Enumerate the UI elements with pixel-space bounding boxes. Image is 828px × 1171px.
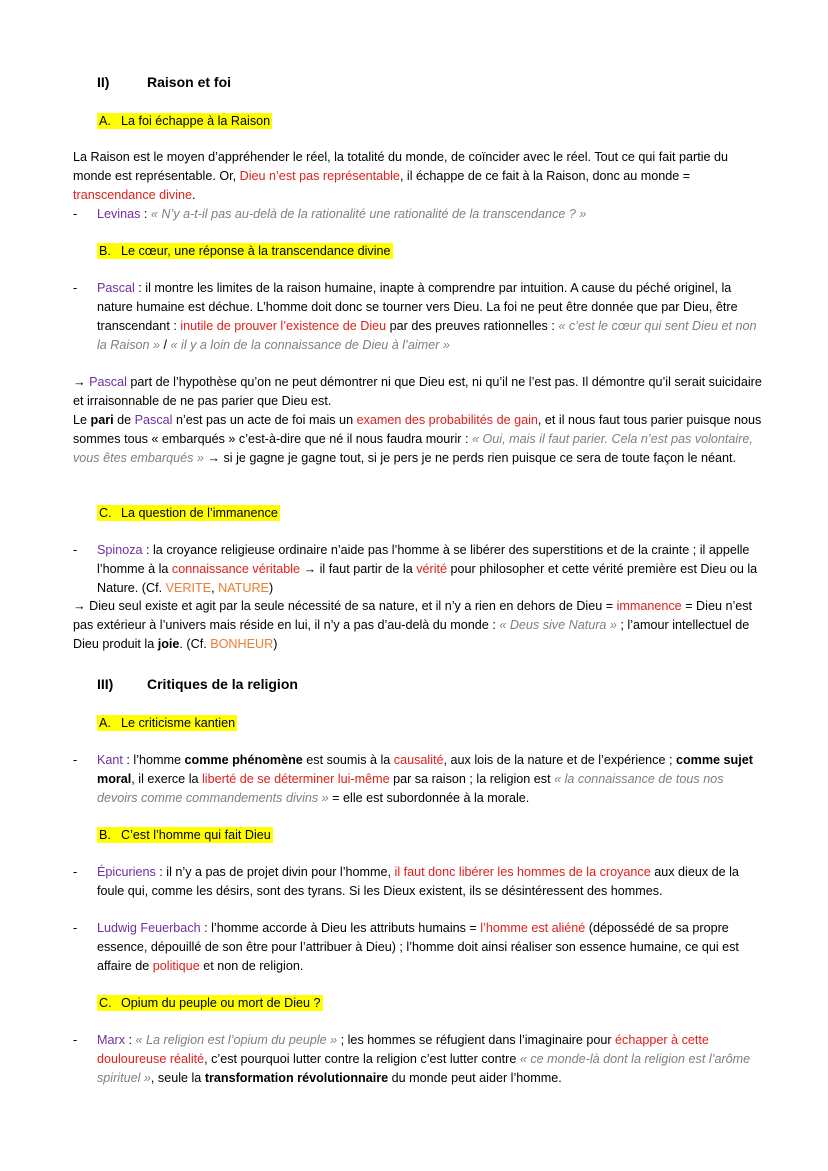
author-name: Kant <box>97 753 123 767</box>
text-run: est soumis à la <box>302 753 394 767</box>
text-run: : il montre les limites de la raison humaine, inapte à comprendre par intuition. A cause du péché originel, la nature humaine est déchue. L’homme doit donc se tourner vers Dieu. La foi ne peut être donnée que par Dieu, être transcendant : <box>97 281 738 333</box>
text-run: n’est pas un acte de foi mais un <box>172 413 357 427</box>
quote: « N’y a-t-il pas au-delà de la rationalité une rationalité de la transcendance ? » <box>150 207 587 221</box>
quote: « Deus sive Natura » <box>499 618 617 632</box>
text-run: pour philosopher et cette vérité première est Dieu ou la Nature. (Cf. <box>97 562 758 595</box>
quote: « ce monde-là dont la religion est l’arôme spirituel » <box>97 1052 751 1085</box>
bullet-dash: - <box>73 543 78 557</box>
section-title: Raison et foi <box>147 74 232 90</box>
author-name: Marx <box>97 1033 125 1047</box>
text-run: / <box>160 338 171 352</box>
text-run: , <box>211 581 219 595</box>
text-run: : l’homme <box>122 753 185 767</box>
paragraph-pascal-hypothese <box>73 373 763 411</box>
section-number: II) <box>97 74 110 90</box>
subsection-title: La foi échappe à la Raison <box>121 114 271 128</box>
text-run: : il n’y a pas de projet divin pour l’homme, <box>155 865 395 879</box>
subsection-title: Le criticisme kantien <box>121 716 236 730</box>
paragraph-raison <box>73 148 763 205</box>
text-run: causalité <box>393 753 444 767</box>
subsection-heading-3c <box>97 994 323 1012</box>
text-run: ) <box>268 581 274 595</box>
text-run: . (Cf. <box>179 637 211 651</box>
section-number: III) <box>97 676 114 692</box>
text-run: immanence <box>616 599 682 613</box>
arrow-icon: → <box>73 375 90 389</box>
subsection-heading-2a <box>97 112 272 130</box>
text-run: connaissance véritable <box>171 562 301 576</box>
text-run: , il exerce la <box>131 772 202 786</box>
text-run: politique <box>152 959 200 973</box>
quote: « La religion est l’opium du peuple » <box>135 1033 338 1047</box>
text-run: il faut donc libérer les hommes de la croyance <box>394 865 651 879</box>
text-run: : la croyance religieuse ordinaire n’aide pas l’homme à se libérer des superstitions et de la crainte ; il appelle l’homme à la <box>97 543 750 576</box>
subsection-heading-2c <box>97 504 280 522</box>
text-run: (dépossédé de sa propre essence, dépouillé de son être pour l’attribuer à Dieu) ; l’homme doit ainsi réaliser son essence humaine, ce qui est affaire de <box>97 921 739 973</box>
text-run: par des preuves rationnelles : <box>386 319 559 333</box>
quote: « Oui, mais il faut parier. Cela n’est pas volontaire, vous êtes embarqués » <box>73 432 753 465</box>
text-run: ; les hommes se réfugient dans l’imaginaire pour <box>337 1033 616 1047</box>
text-run: = elle est subordonnée à la morale. <box>328 791 530 805</box>
subsection-heading-3b <box>97 826 273 844</box>
bullet-levinas <box>73 205 763 224</box>
text-run: liberté de se déterminer lui-même <box>202 772 390 786</box>
text-run: ) <box>273 637 278 651</box>
text-run: et non de religion. <box>199 959 304 973</box>
cross-reference: BONHEUR <box>210 637 274 651</box>
text-run: transformation révolutionnaire <box>204 1071 389 1085</box>
author-name: Pascal <box>89 375 127 389</box>
bullet-marx <box>73 1031 763 1088</box>
bullet-spinoza <box>73 541 763 598</box>
quote: « il y a loin de la connaissance de Dieu à l’aimer » <box>170 338 450 352</box>
paragraph-immanence <box>73 597 763 654</box>
bullet-dash: - <box>73 207 78 221</box>
text-run: , seule la <box>150 1071 205 1085</box>
text-run: , c’est pourquoi lutter contre la religion c’est lutter contre <box>204 1052 520 1066</box>
text-run: de <box>113 413 135 427</box>
quote: « la connaissance de tous nos devoirs comme commandements divins » <box>97 772 724 805</box>
text-run: → si je gagne je gagne tout, si je pers je ne perds rien puisque ce sera de toute façon le néant. <box>203 451 737 465</box>
author-name: Pascal <box>97 281 135 295</box>
text-run: , aux lois de la nature et de l’expérience ; <box>443 753 676 767</box>
text-run: aux dieux de la foule qui, comme les désirs, sont des tyrans. Si les Dieux existent, ils se désintéressent des hommes. <box>97 865 739 898</box>
text-run: , il échappe de ce fait à la Raison, donc au monde = <box>399 169 691 183</box>
subsection-number: B. <box>99 244 111 258</box>
text-run: transcendance divine <box>73 188 193 202</box>
text-run: comme sujet moral <box>97 753 753 786</box>
text-run: → il faut partir de la <box>300 562 417 576</box>
text-run: : <box>125 1033 136 1047</box>
text-run: comme phénomène <box>184 753 303 767</box>
subsection-number: C. <box>99 506 112 520</box>
bullet-kant <box>73 751 763 808</box>
cross-reference: VERITE <box>165 581 212 595</box>
cross-reference: NATURE <box>218 581 269 595</box>
bullet-feuerbach <box>73 919 763 976</box>
paragraph-pari <box>73 411 763 468</box>
bullet-dash: - <box>73 921 78 935</box>
subsection-heading-2b <box>97 242 393 260</box>
section-heading-2 <box>97 73 231 91</box>
text-run: Dieu n’est pas représentable <box>239 169 400 183</box>
text-run: par sa raison ; la religion est <box>389 772 555 786</box>
text-run: ; l’amour intellectuel de Dieu produit la <box>73 618 750 651</box>
bullet-dash: - <box>73 753 78 767</box>
subsection-number: B. <box>99 828 111 842</box>
author-name: Spinoza <box>97 543 143 557</box>
text-run: joie <box>157 637 180 651</box>
bullet-dash: - <box>73 1033 78 1047</box>
text-run: = Dieu n’est pas extérieur à l’univers mais réside en lui, il n’y a pas d’au-delà du monde : <box>73 599 753 632</box>
bullet-pascal <box>73 279 763 355</box>
text-run: . <box>192 188 196 202</box>
subsection-title: C’est l’homme qui fait Dieu <box>121 828 271 842</box>
author-name: Pascal <box>134 413 173 427</box>
text-run: part de l’hypothèse qu’on ne peut démontrer ni que Dieu est, ni qu’il ne l’est pas. Il démontre qu’il serait suicidaire et irraisonnable de ne pas parier que Dieu est. <box>73 375 762 408</box>
subsection-title: La question de l’immanence <box>121 506 278 520</box>
bullet-dash: - <box>73 865 78 879</box>
text-run: , et il nous faut tous parier puisque nous sommes tous « embarqués » c’est-à-dire que né il nous faudra mourir : <box>73 413 762 446</box>
subsection-title: Opium du peuple ou mort de Dieu ? <box>121 996 321 1010</box>
bullet-dash: - <box>73 281 78 295</box>
subsection-number: C. <box>99 996 112 1010</box>
text-run: pari <box>90 413 114 427</box>
quote: « c’est le cœur qui sent Dieu et non la Raison » <box>97 319 757 352</box>
bullet-epicuriens <box>73 863 763 901</box>
subsection-heading-3a <box>97 714 237 732</box>
text-run: inutile de prouver l’existence de Dieu <box>180 319 387 333</box>
subsection-title: Le cœur, une réponse à la transcendance divine <box>121 244 391 258</box>
section-title: Critiques de la religion <box>147 676 298 692</box>
text-run: du monde peut aider l’homme. <box>388 1071 562 1085</box>
text-run: : l’homme accorde à Dieu les attributs humains = <box>200 921 481 935</box>
section-heading-3 <box>97 675 298 693</box>
author-name: Épicuriens <box>97 865 156 879</box>
text-run: vérité <box>416 562 448 576</box>
text-run: Le <box>73 413 91 427</box>
author-name: Levinas <box>97 207 141 221</box>
text-run: l’homme est aliéné <box>480 921 586 935</box>
author-name: Ludwig Feuerbach <box>97 921 201 935</box>
text-run: échapper à cette douloureuse réalité <box>97 1033 709 1066</box>
text-run: : <box>140 207 151 221</box>
text-run: → Dieu seul existe et agit par la seule nécessité de sa nature, et il n’y a rien en dehors de Dieu = <box>73 599 617 613</box>
subsection-number: A. <box>99 716 111 730</box>
text-run: La Raison est le moyen d’appréhender le réel, la totalité du monde, de coïncider avec le réel. Tout ce qui fait partie du monde est représentable. Or, <box>73 150 729 183</box>
subsection-number: A. <box>99 114 111 128</box>
text-run: examen des probabilités de gain <box>356 413 538 427</box>
